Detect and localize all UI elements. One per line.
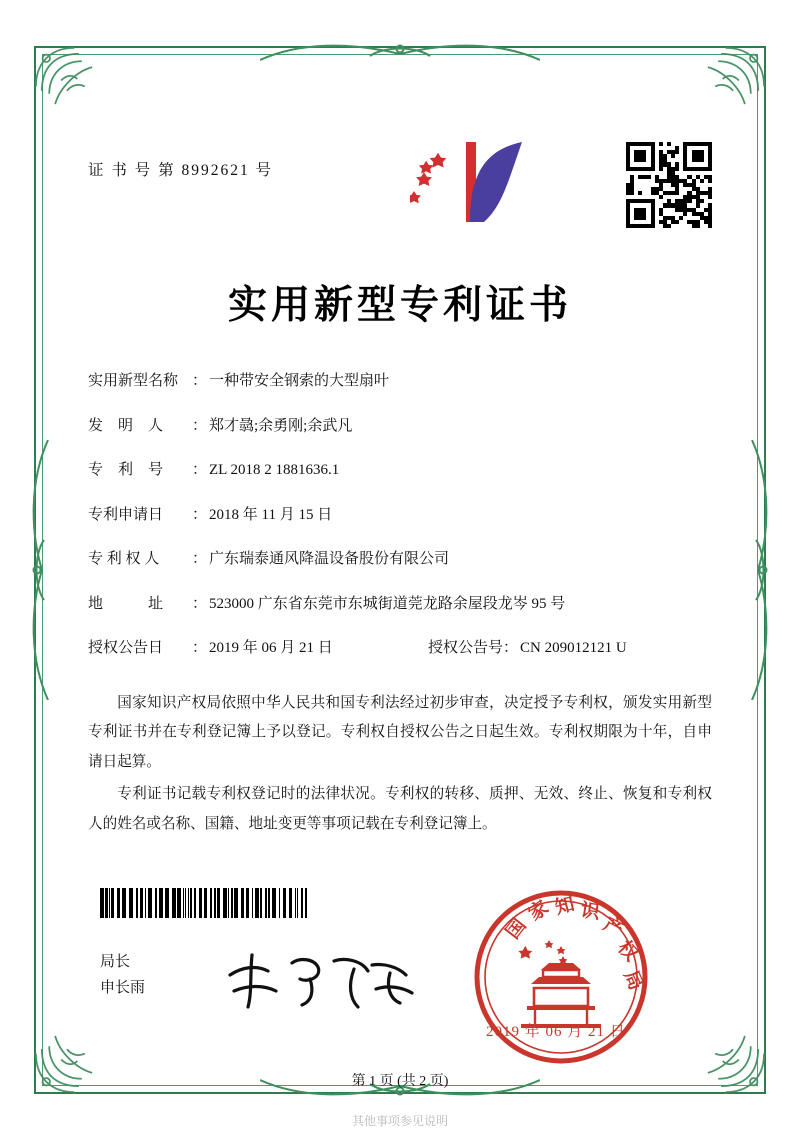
field-label: 实用新型名称 — [88, 373, 179, 389]
page-number: 第 1 页 (共 2 页) — [351, 1074, 449, 1089]
svg-text:权: 权 — [613, 937, 642, 966]
field-row — [88, 372, 712, 392]
edge-ornament-icon — [746, 440, 772, 700]
field-label: 授权公告号 — [428, 640, 504, 656]
fields-list — [88, 372, 712, 659]
field-value: 广东瑞泰通风降温设备股份有限公司 — [209, 551, 450, 567]
qr-code-icon — [626, 142, 712, 228]
field-row — [88, 461, 712, 481]
handwritten-signature-icon — [222, 945, 422, 1017]
svg-text:家: 家 — [525, 897, 553, 926]
field-label: 地 址 — [88, 595, 164, 612]
field-value: 一种带安全钢索的大型扇叶 — [209, 373, 390, 389]
paragraph: 国家知识产权局依照中华人民共和国专利法经过初步审查，决定授予专利权，颁发实用新型专利证书并在专利登记簿上予以登记。专利权自授权公告之日起生效。专利权期限为十年，自申请日起算。 — [88, 694, 712, 771]
field-label: 专 利 号 — [88, 462, 164, 478]
field-value: CN 209012121 U — [520, 640, 627, 656]
field-colon: ： — [192, 551, 208, 567]
field-value: 523000 广东省东莞市东城街道莞龙路余屋段龙岑 95 号 — [209, 595, 566, 612]
field-label: 授权公告日 — [88, 640, 164, 656]
barcode-icon — [100, 888, 310, 918]
certificate-number: 证 书 号 第 8992621 号 — [88, 162, 274, 179]
director-label: 局长 — [100, 954, 131, 970]
legal-text — [88, 689, 712, 841]
field-value: 郑才骉;余勇刚;余武凡 — [209, 417, 353, 434]
svg-text:国: 国 — [502, 915, 531, 944]
field-row — [88, 506, 712, 526]
field-colon: ： — [192, 506, 208, 523]
field-row — [88, 417, 712, 437]
svg-text:知: 知 — [553, 893, 577, 919]
field-colon: ： — [192, 373, 208, 389]
field-label: 专利申请日 — [88, 506, 164, 523]
corner-ornament-icon — [696, 42, 770, 116]
field-value: 2019 年 06 月 21 日 — [209, 640, 333, 656]
header-row — [88, 140, 712, 228]
field-row — [88, 550, 712, 570]
field-value: 2018 年 11 月 15 日 — [209, 506, 333, 523]
svg-text:识: 识 — [579, 900, 602, 924]
page-title: 实用新型专利证书 — [227, 283, 572, 328]
svg-text:局: 局 — [619, 967, 647, 994]
corner-ornament-icon — [30, 42, 104, 116]
svg-text:产: 产 — [599, 913, 627, 942]
field-label: 专 利 权 人 — [88, 551, 160, 567]
seal-date: 2019 年 06 月 21 日 — [486, 1024, 626, 1040]
certificate-content — [88, 140, 712, 842]
field-row-split — [88, 639, 712, 659]
field-colon: ： — [192, 595, 208, 612]
field-colon: ： — [192, 417, 208, 434]
field-colon: ： — [192, 640, 208, 656]
paragraph: 专利证书记载专利权登记时的法律状况。专利权的转移、质押、无效、终止、恢复和专利权人的姓名或名称、国籍、地址变更等事项记载在专利登记簿上。 — [88, 786, 712, 833]
field-colon: ： — [192, 462, 208, 478]
patent-office-logo-icon — [410, 136, 530, 228]
director-block — [100, 950, 145, 1001]
field-colon: ： — [503, 640, 519, 656]
edge-ornament-icon — [260, 40, 540, 66]
footer-note: 其他事项参见说明 — [351, 1114, 448, 1128]
field-value: ZL 2018 2 1881636.1 — [209, 462, 340, 478]
field-label: 发 明 人 — [88, 417, 164, 434]
edge-ornament-icon — [28, 440, 54, 700]
director-name: 申长雨 — [100, 979, 146, 996]
field-row — [88, 595, 712, 615]
